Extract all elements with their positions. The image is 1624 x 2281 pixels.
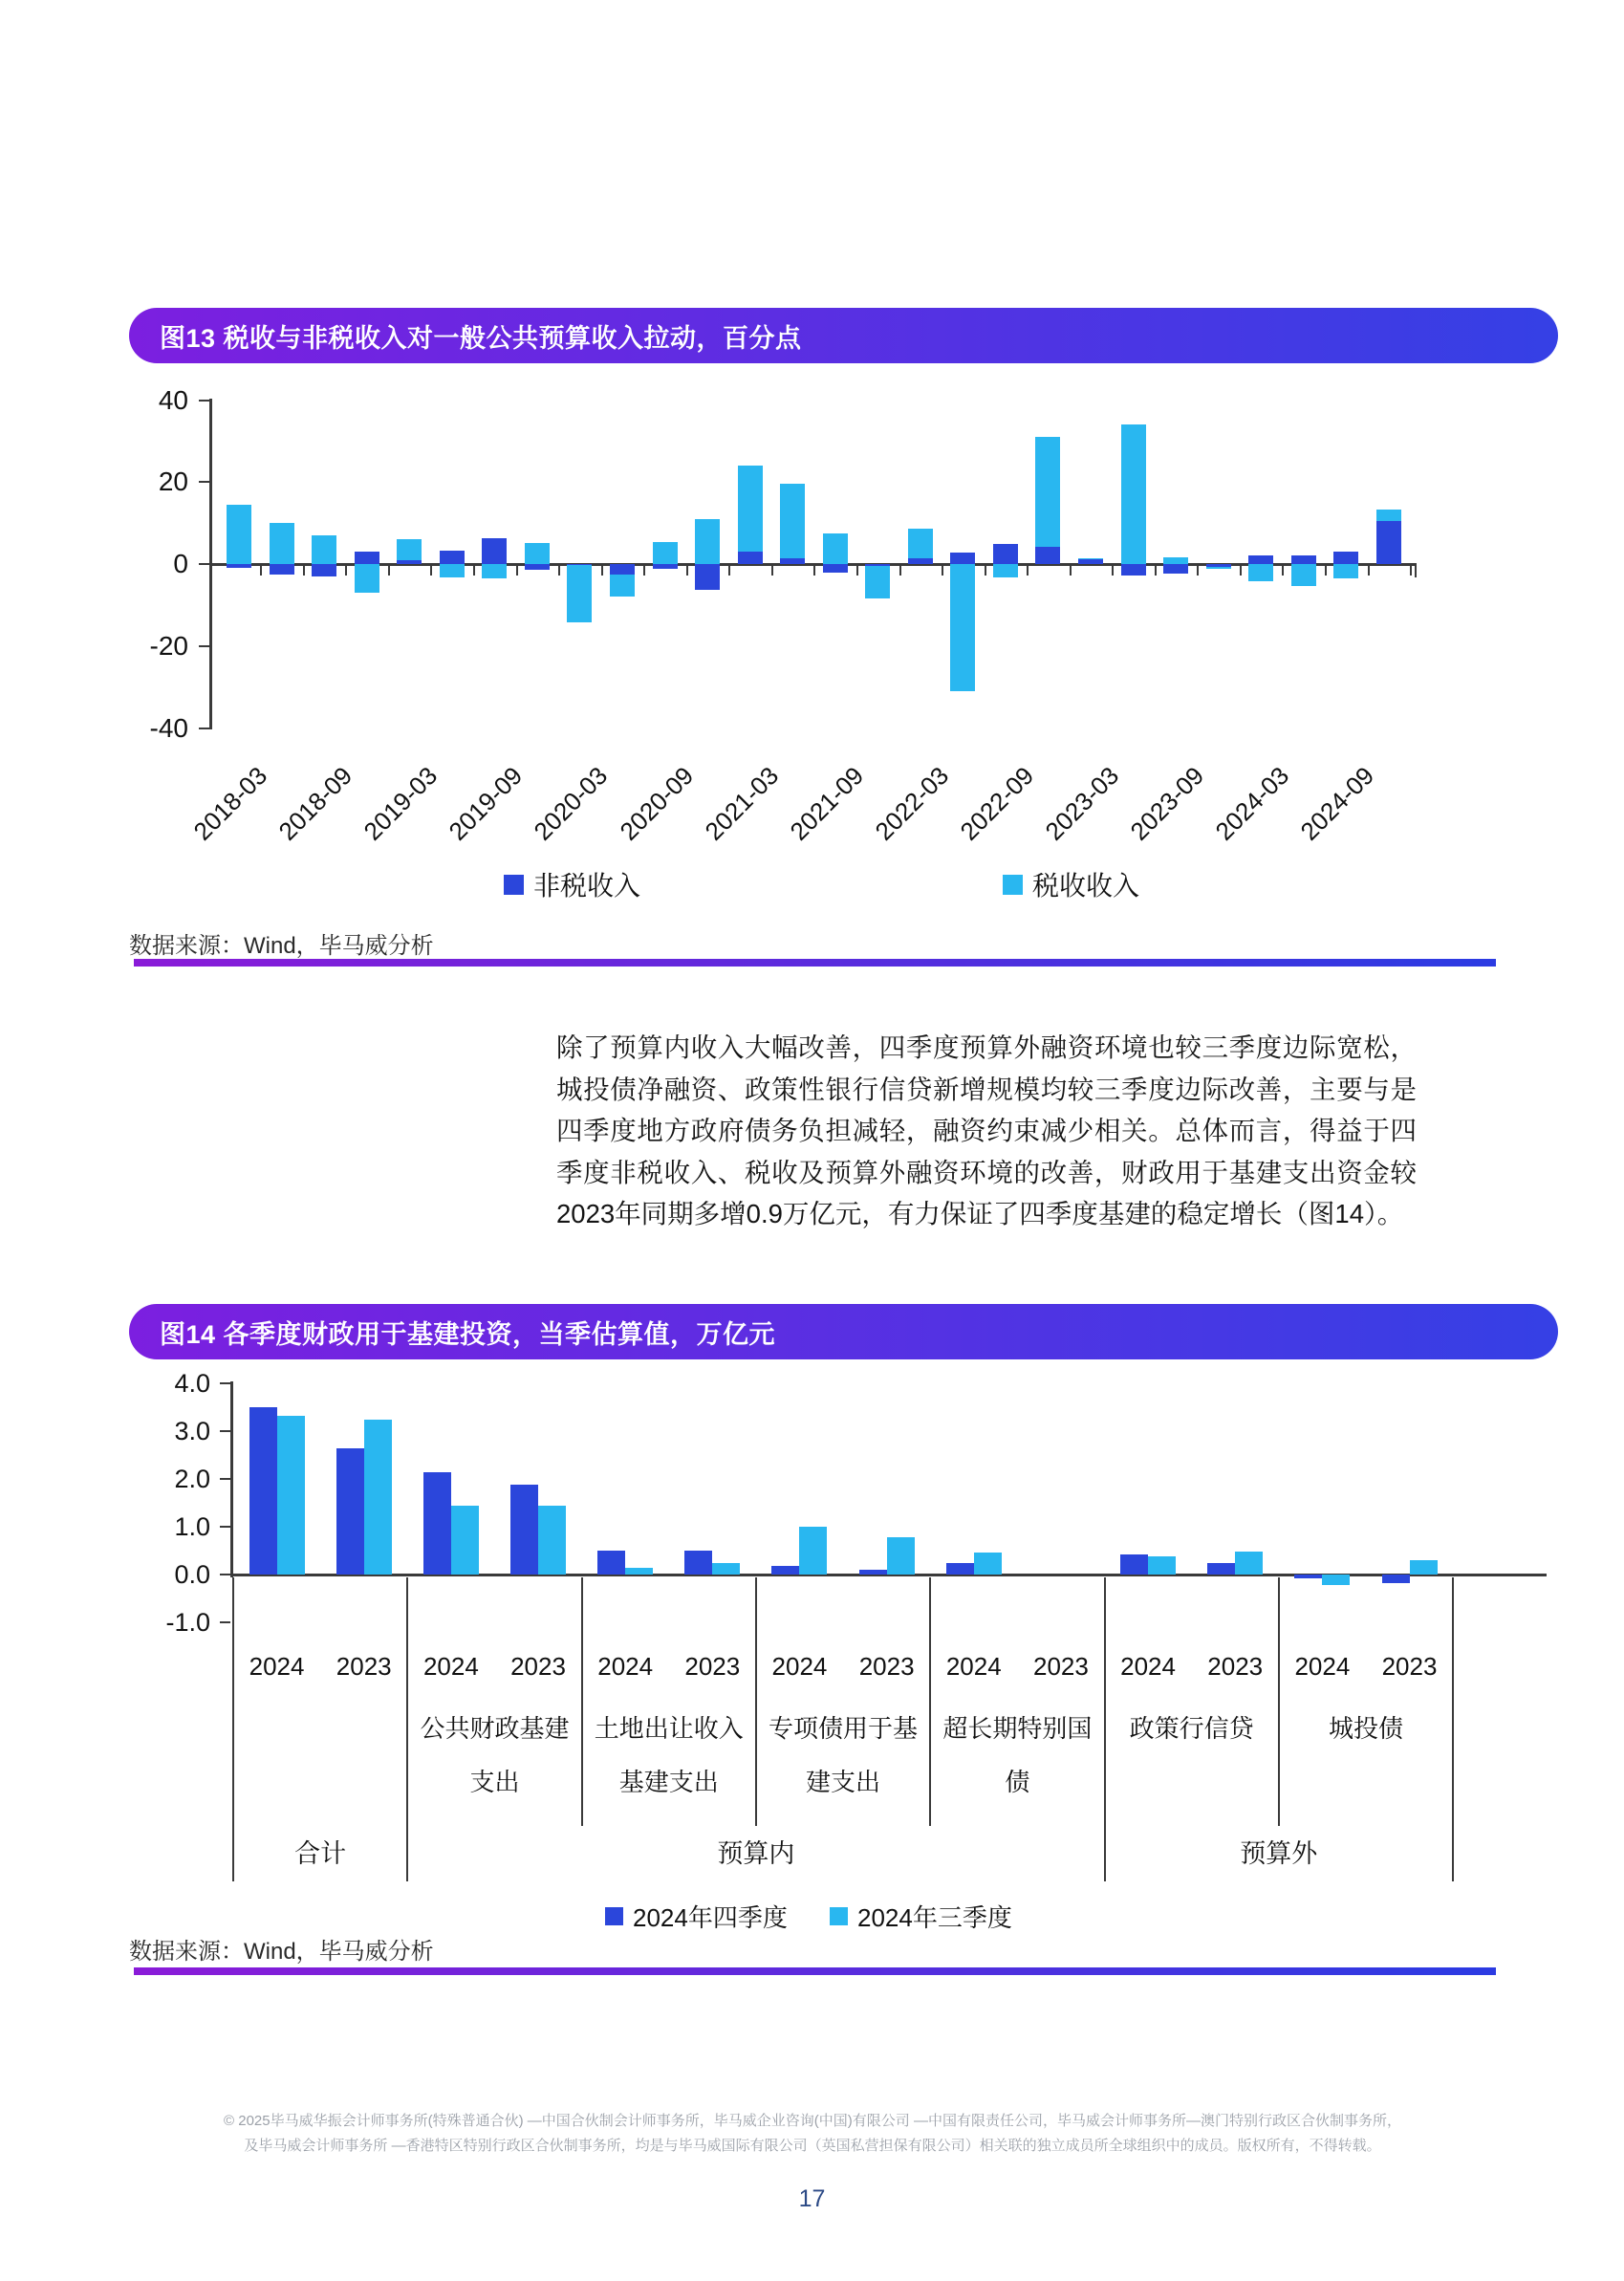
y-tick-label: 0 <box>173 549 188 578</box>
x-tick-label: 2024-03 <box>1209 761 1295 846</box>
bar-2024年四季度 <box>1207 1563 1235 1575</box>
bar-2024年三季度 <box>712 1563 740 1575</box>
bar-2024年三季度 <box>1235 1552 1263 1575</box>
figure14-legend-item-q3 <box>830 1899 1012 1934</box>
x-axis-tick <box>473 566 475 576</box>
y-axis-tick <box>220 1574 230 1575</box>
bar-segment-非税收入 <box>355 552 379 564</box>
year-label: 2023 <box>510 1652 566 1681</box>
x-axis-tick <box>771 566 773 576</box>
x-tick-label: 2024-09 <box>1294 761 1380 846</box>
x-tick-label: 2019-09 <box>443 761 529 846</box>
y-axis-tick <box>220 1621 230 1623</box>
figure13-header-banner <box>129 308 1558 363</box>
bar-2024年三季度 <box>538 1506 566 1575</box>
year-label: 2023 <box>1033 1652 1089 1681</box>
x-axis-tick <box>345 566 347 576</box>
category-label: 城投债 <box>1328 1714 1403 1743</box>
figure14-header-banner <box>129 1304 1558 1359</box>
bar-segment-非税收入 <box>482 538 507 564</box>
bar-segment-税收收入 <box>397 539 422 559</box>
bar-2024年四季度 <box>1120 1554 1148 1575</box>
x-tick-label: 2022-03 <box>869 761 955 846</box>
body-paragraph: 除了预算内收入大幅改善，四季度预算外融资环境也较三季度边际宽松，城投债净融资、政策性银行信贷新增规模均较三季度边际改善，主要与是四季度地方政府债务负担减轻，融资约束减少相关。总体而言，得益于四季度非税收入、税收及预算外融资环境的改善，财政用于基建支出资金较2023年同期多增0.9万亿元，有力保证了四季度基建的稳定增长（图14）。 <box>556 1032 1417 1229</box>
bar-segment-非税收入 <box>1121 564 1146 576</box>
y-axis-line <box>230 1381 233 1577</box>
bar-2024年三季度 <box>1322 1575 1350 1585</box>
y-tick-label: -20 <box>149 630 188 661</box>
category-label: 建支出 <box>806 1768 881 1796</box>
x-axis-tick <box>1197 566 1199 576</box>
figure13-legend-item-tax <box>1003 865 1139 903</box>
bar-segment-非税收入 <box>440 551 465 564</box>
bar-segment-非税收入 <box>270 564 294 575</box>
bar-segment-税收收入 <box>1248 564 1273 581</box>
bar-segment-税收收入 <box>1035 437 1060 546</box>
bar-2024年四季度 <box>510 1485 538 1575</box>
bar-2024年四季度 <box>597 1551 625 1575</box>
bar-segment-非税收入 <box>397 560 422 564</box>
x-tick-label: 2019-03 <box>357 761 444 846</box>
category-label: 专项债用于基 <box>769 1714 919 1743</box>
x-axis-tick <box>856 566 858 576</box>
bar-segment-非税收入 <box>908 558 933 564</box>
x-axis-tick <box>430 566 432 576</box>
bar-2024年三季度 <box>1410 1560 1438 1575</box>
x-axis-tick <box>942 566 943 576</box>
figure13-title: 图13 税收与非税收入对一般公共预算收入拉动，百分点 <box>160 323 802 353</box>
y-axis-tick <box>199 481 209 483</box>
bar-segment-非税收入 <box>1163 564 1188 574</box>
year-label: 2024 <box>249 1652 305 1681</box>
table-column-line <box>1452 1577 1454 1826</box>
y-tick-label: 40 <box>158 384 188 415</box>
bar-segment-非税收入 <box>227 564 251 568</box>
bar-segment-税收收入 <box>695 519 720 564</box>
bar-segment-税收收入 <box>312 535 336 564</box>
y-axis-tick <box>199 563 209 565</box>
bar-segment-非税收入 <box>525 564 550 570</box>
bar-2024年四季度 <box>684 1551 712 1575</box>
bar-segment-税收收入 <box>1333 564 1358 578</box>
x-axis-tick <box>516 566 518 576</box>
bar-2024年四季度 <box>859 1570 887 1575</box>
year-label: 2023 <box>684 1652 741 1681</box>
x-axis-tick <box>899 566 901 576</box>
x-tick-label: 2018-09 <box>272 761 358 846</box>
bar-segment-税收收入 <box>482 564 507 578</box>
x-axis-tick <box>1410 566 1412 576</box>
bar-segment-税收收入 <box>270 523 294 564</box>
section-label: 预算内 <box>717 1839 795 1868</box>
y-axis-tick <box>199 728 209 729</box>
x-tick-label: 2023-03 <box>1039 761 1125 846</box>
bar-segment-非税收入 <box>780 558 805 564</box>
x-axis-tick <box>1027 566 1029 576</box>
x-tick-label: 2021-09 <box>784 761 869 846</box>
bar-2024年四季度 <box>946 1563 974 1575</box>
bar-segment-税收收入 <box>653 542 678 564</box>
bar-segment-非税收入 <box>695 564 720 590</box>
bar-segment-非税收入 <box>950 553 975 564</box>
category-label: 基建支出 <box>618 1768 719 1796</box>
year-label: 2024 <box>945 1652 1002 1681</box>
bar-2024年四季度 <box>1294 1575 1322 1578</box>
x-tick-label: 2021-03 <box>699 761 784 846</box>
x-axis-tick <box>1155 566 1157 576</box>
bar-2024年四季度 <box>1382 1575 1410 1583</box>
bar-2024年三季度 <box>1148 1556 1176 1575</box>
category-label: 土地出让收入 <box>594 1714 744 1743</box>
bar-segment-税收收入 <box>780 484 805 557</box>
figure13-legend-item-nontax <box>504 865 640 903</box>
y-tick-label: 1.0 <box>174 1512 210 1541</box>
page-number: 17 <box>798 2185 826 2212</box>
figure13-source: 数据来源：Wind，毕马威分析 <box>129 933 434 959</box>
table-column-line <box>232 1577 234 1826</box>
x-axis-tick <box>1368 566 1370 576</box>
category-label: 超长期特别国 <box>942 1714 1093 1743</box>
x-tick-label: 2020-09 <box>614 761 699 846</box>
bar-segment-税收收入 <box>1163 557 1188 564</box>
category-label: 支出 <box>469 1768 520 1796</box>
year-label: 2023 <box>336 1652 392 1681</box>
figure13-plot <box>129 382 1563 927</box>
x-tick-label: 2022-09 <box>954 761 1040 846</box>
copyright-line-2: 及毕马威会计师事务所 —香港特区特别行政区合伙制事务所，均是与毕马威国际有限公司（英国私营担保有限公司）相关联的独立成员所全球组织中的成员。版权所有，不得转载。 <box>244 2138 1381 2154</box>
bar-2024年四季度 <box>336 1448 364 1575</box>
year-label: 2024 <box>422 1652 479 1681</box>
q3-legend-label: 2024年三季度 <box>857 1903 1012 1932</box>
bar-2024年三季度 <box>451 1506 479 1575</box>
x-axis-tick <box>985 566 986 576</box>
bar-2024年三季度 <box>277 1416 305 1575</box>
x-axis-tick <box>1240 566 1242 576</box>
tax-legend-swatch <box>1003 875 1023 895</box>
bar-segment-非税收入 <box>738 552 763 564</box>
bar-segment-非税收入 <box>1248 555 1273 564</box>
section-label: 合计 <box>294 1839 347 1868</box>
q4-legend-label: 2024年四季度 <box>633 1903 788 1932</box>
bar-segment-税收收入 <box>525 543 550 564</box>
bar-segment-税收收入 <box>908 529 933 557</box>
bar-segment-非税收入 <box>653 564 678 569</box>
year-label: 2024 <box>597 1652 654 1681</box>
x-axis-tick <box>813 566 815 576</box>
x-axis-end-tick <box>1415 566 1417 577</box>
x-axis-tick <box>686 566 688 576</box>
bar-segment-税收收入 <box>1121 424 1146 564</box>
bar-2024年三季度 <box>364 1420 392 1575</box>
nontax-legend-swatch <box>504 875 524 895</box>
bar-segment-税收收入 <box>993 564 1018 577</box>
gradient-divider <box>134 959 1496 967</box>
copyright-line-1: © 2025毕马威华振会计师事务所(特殊普通合伙) —中国合伙制会计师事务所，毕马威企业咨询(中国)有限公司 —中国有限责任公司，毕马威会计师事务所—澳门特别行政区合伙制事务所， <box>224 2113 1401 2129</box>
bar-2024年四季度 <box>771 1566 799 1575</box>
y-axis-tick <box>220 1526 230 1528</box>
year-label: 2023 <box>1381 1652 1438 1681</box>
gradient-divider <box>134 1967 1496 1975</box>
bar-segment-非税收入 <box>312 564 336 576</box>
x-tick-label: 2020-03 <box>528 761 614 846</box>
bar-2024年三季度 <box>799 1527 827 1575</box>
figure14-source: 数据来源：Wind，毕马威分析 <box>129 1939 434 1965</box>
y-tick-label: 3.0 <box>174 1417 210 1445</box>
bar-segment-税收收入 <box>865 566 890 598</box>
x-axis-tick <box>601 566 603 576</box>
x-axis-tick <box>643 566 645 576</box>
x-axis-tick <box>388 566 390 576</box>
category-label: 政策行信贷 <box>1129 1714 1254 1743</box>
x-tick-label: 2023-09 <box>1124 761 1210 846</box>
bar-segment-非税收入 <box>1333 552 1358 564</box>
bar-segment-税收收入 <box>1206 567 1231 570</box>
x-axis-tick <box>1070 566 1072 576</box>
year-label: 2024 <box>1120 1652 1176 1681</box>
x-axis-tick <box>1112 566 1114 576</box>
y-tick-label: 0.0 <box>174 1560 210 1589</box>
bar-segment-税收收入 <box>1291 564 1316 586</box>
x-axis-tick <box>1325 566 1327 576</box>
bar-2024年四季度 <box>249 1407 277 1575</box>
bar-segment-非税收入 <box>1376 521 1401 564</box>
copyright-footer <box>96 2109 1529 2159</box>
bar-segment-税收收入 <box>738 466 763 552</box>
figure14-plot <box>129 1369 1582 1950</box>
x-axis-tick <box>1282 566 1284 576</box>
bar-segment-非税收入 <box>823 564 848 573</box>
table-column-line <box>1278 1577 1280 1826</box>
x-axis-tick <box>728 566 730 576</box>
figure14-legend-item-q4 <box>605 1899 788 1934</box>
section-line <box>1452 1826 1454 1881</box>
x-axis-tick <box>260 566 262 576</box>
y-axis-tick <box>220 1478 230 1480</box>
y-axis-tick <box>220 1430 230 1432</box>
figure14-title: 图14 各季度财政用于基建投资，当季估算值，万亿元 <box>160 1319 776 1349</box>
year-label: 2023 <box>1207 1652 1264 1681</box>
x-tick-label: 2018-03 <box>187 761 273 846</box>
category-label: 债 <box>1005 1768 1030 1796</box>
bar-segment-非税收入 <box>610 564 635 575</box>
bar-segment-税收收入 <box>567 565 592 622</box>
y-tick-label: 2.0 <box>174 1465 210 1493</box>
bar-segment-税收收入 <box>610 575 635 597</box>
y-tick-label: 4.0 <box>174 1369 210 1398</box>
bar-segment-税收收入 <box>1376 510 1401 521</box>
bar-segment-税收收入 <box>355 564 379 593</box>
y-axis-tick <box>199 645 209 647</box>
year-label: 2024 <box>771 1652 828 1681</box>
bar-segment-税收收入 <box>227 505 251 564</box>
bar-segment-税收收入 <box>440 564 465 577</box>
nontax-legend-label: 非税收入 <box>533 871 641 901</box>
bar-segment-税收收入 <box>823 533 848 564</box>
x-axis-tick <box>303 566 305 576</box>
y-tick-label: -40 <box>149 712 188 743</box>
year-label: 2023 <box>858 1652 915 1681</box>
x-axis-tick <box>558 566 560 576</box>
bar-2024年三季度 <box>974 1553 1002 1575</box>
y-tick-label: -1.0 <box>165 1608 210 1637</box>
y-axis-tick <box>199 400 209 402</box>
q4-legend-swatch <box>605 1907 623 1925</box>
bar-2024年三季度 <box>625 1568 653 1575</box>
bar-segment-非税收入 <box>1291 555 1316 564</box>
tax-legend-label: 税收收入 <box>1032 871 1140 901</box>
bar-2024年四季度 <box>423 1472 451 1575</box>
bar-segment-非税收入 <box>1078 559 1103 564</box>
y-axis-tick <box>220 1382 230 1384</box>
q3-legend-swatch <box>830 1907 848 1925</box>
year-label: 2024 <box>1294 1652 1351 1681</box>
bar-segment-税收收入 <box>950 564 975 691</box>
bar-segment-非税收入 <box>993 544 1018 564</box>
y-tick-label: 20 <box>158 467 188 497</box>
bar-segment-非税收入 <box>1035 547 1060 564</box>
bar-segment-税收收入 <box>1078 558 1103 559</box>
section-label: 预算外 <box>1240 1839 1318 1868</box>
bar-2024年三季度 <box>887 1537 915 1575</box>
category-label: 公共财政基建 <box>420 1714 570 1743</box>
